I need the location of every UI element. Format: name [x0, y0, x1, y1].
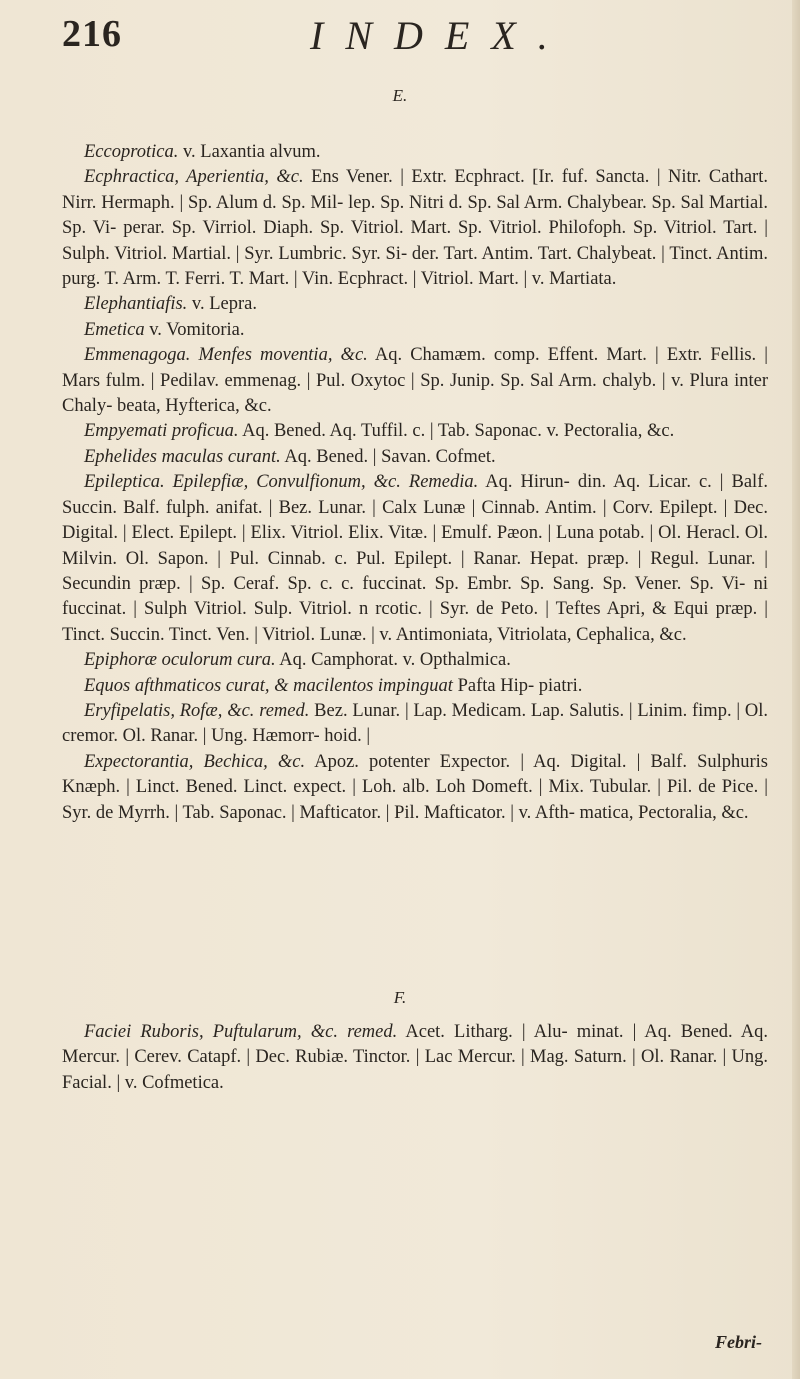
entry-body: Acet. Litharg. | Alu- minat. | Aq. Bened. Aq. Mercur. | Cerev. Catapf. | Dec. Rubiæ. Tinctor. | Lac Mercur. | Mag. Saturn. | Ol. Ranar. | Ung. Facial. | v. Cofmetica. [62, 1022, 768, 1093]
index-entry [62, 674, 768, 699]
section-heading-f: F. [393, 988, 407, 1007]
entry-heading: Equos afthmaticos curat, & macilentos impinguat [84, 675, 453, 696]
entry-body: v. Vomitoria. [144, 319, 245, 340]
index-entry [62, 292, 768, 317]
index-entry [62, 419, 768, 444]
entry-heading: Faciei Ruboris, Puftularum, &c. remed. [84, 1022, 398, 1042]
page-number: 216 [62, 13, 122, 55]
entry-body: v. Laxantia alvum. [178, 142, 321, 162]
index-entry [62, 445, 768, 470]
index-entry [62, 648, 768, 673]
entry-heading: Expectorantia, Bechica, &c. [84, 751, 306, 772]
section-heading-e: E. [392, 86, 408, 105]
page-header [62, 12, 762, 62]
entry-heading: Ecphractica, Aperientia, &c. [84, 167, 304, 188]
index-entry [62, 750, 768, 826]
entry-body: Apoz. potenter Expector. | Aq. Digital. | Balf. Sulphuris Knæph. | Linct. Bened. Linct. expect. | Loh. alb. Loh Domeft. | Mix. Tubular. | Pil. de Pice. | Syr. de Myrrh. | Tab. Saponac. | Mafticator. | Pil. Mafticator. | v. Afth- matica, Pectoralia, &c. [62, 751, 768, 823]
entry-body: Aq. Camphorat. v. Opthalmica. [275, 650, 511, 671]
entry-heading: Epileptica. Epilepfiæ, Convulfionum, &c. Remedia. [84, 472, 479, 493]
entry-heading: Elephantiafis. [84, 294, 188, 315]
index-entries-e [62, 140, 768, 826]
index-entry [62, 140, 768, 165]
index-entry [62, 470, 768, 648]
index-entry [62, 699, 768, 750]
page-edge [792, 0, 800, 1379]
entry-heading: Eryfipelatis, Rofæ, &c. remed. [84, 700, 310, 721]
index-entry [62, 165, 768, 292]
entry-body: Ens Vener. | Extr. Ecphract. [Ir. fuf. Sancta. | Nitr. Cathart. Nirr. Hermaph. | Sp. Alum d. Sp. Mil- lep. Sp. Nitri d. Sp. Sal Arm. Chalybear. Sp. Sal Martial. Sp. Vi- perar. Sp. Virriol. Diaph. Sp. Vitriol. Mart. Sp. Vitriol. Philofoph. Sp. Vitriol. Tart. | Sulph. Vitriol. Martial. | Syr. Lumbric. Syr. Si- der. Tart. Antim. Tart. Chalybeat. | Tinct. Antim. purg. T. Arm. T. Ferri. T. Mart. | Vin. Ecphract. | Vitriol. Mart. | v. Martiata. [62, 167, 768, 290]
index-entry [62, 343, 768, 419]
entry-heading: Ephelides maculas curant. [84, 446, 281, 467]
index-entry [62, 1020, 768, 1096]
running-title: INDEX. [310, 13, 570, 58]
entry-body: Bez. Lunar. | Lap. Medicam. Lap. Salutis. | Linim. fimp. | Ol. cremor. Ol. Ranar. | Ung. Hæmorr- hoid. | [62, 700, 768, 747]
entry-heading: Emmenagoga. Menfes moventia, &c. [84, 345, 368, 366]
entry-body: Aq. Chamæm. comp. Effent. Mart. | Extr. Fellis. | Mars fulm. | Pedilav. emmenag. | Pul. Oxytoc | Sp. Junip. Sp. Sal Arm. chalyb. | v. Plura inter Chaly- beata, Hyfterica, &c. [62, 345, 768, 417]
entry-body: Aq. Bened. Aq. Tuffil. c. | Tab. Saponac. v. Pectoralia, &c. [238, 421, 675, 442]
entry-body: Aq. Bened. | Savan. Cofmet. [280, 446, 496, 467]
entry-heading: Emetica [84, 319, 145, 340]
entry-heading: Eccoprotica. [84, 142, 179, 162]
entry-body: Pafta Hip- piatri. [452, 675, 583, 696]
entry-heading: Empyemati proficua. [84, 421, 239, 442]
catchword: Febri- [715, 1332, 762, 1352]
index-entries-f [62, 1020, 768, 1096]
entry-heading: Epiphoræ oculorum cura. [84, 650, 276, 671]
entry-body: v. Lepra. [187, 294, 257, 315]
index-entry [62, 318, 768, 343]
entry-body: Aq. Hirun- din. Aq. Licar. c. | Balf. Succin. Balf. fulph. anifat. | Bez. Lunar. | Calx Lunæ | Cinnab. Antim. | Corv. Epilept. | Dec. Digital. | Elect. Epilept. | Elix. Vitriol. Elix. Vitæ. | Emulf. Pæon. | Luna potab. | Ol. Heracl. Ol. Milvin. Ol. Sapon. | Pul. Cinnab. c. Pul. Epilept. | Ranar. Hepat. præp. | Regul. Lunar. | Secundin præp. | Sp. Ceraf. Sp. c. c. fuccinat. Sp. Embr. Sp. Sang. Sp. Vener. Sp. Vi- ni fuccinat. | Sulph Vitriol. Sulp. Vitriol. n rcotic. | Syr. de Peto. | Teftes Apri, & Equi præp. | Tinct. Succin. Tinct. Ven. | Vitriol. Lunæ. | v. Antimoniata, Vitriolata, Cephalica, &c. [62, 472, 768, 645]
